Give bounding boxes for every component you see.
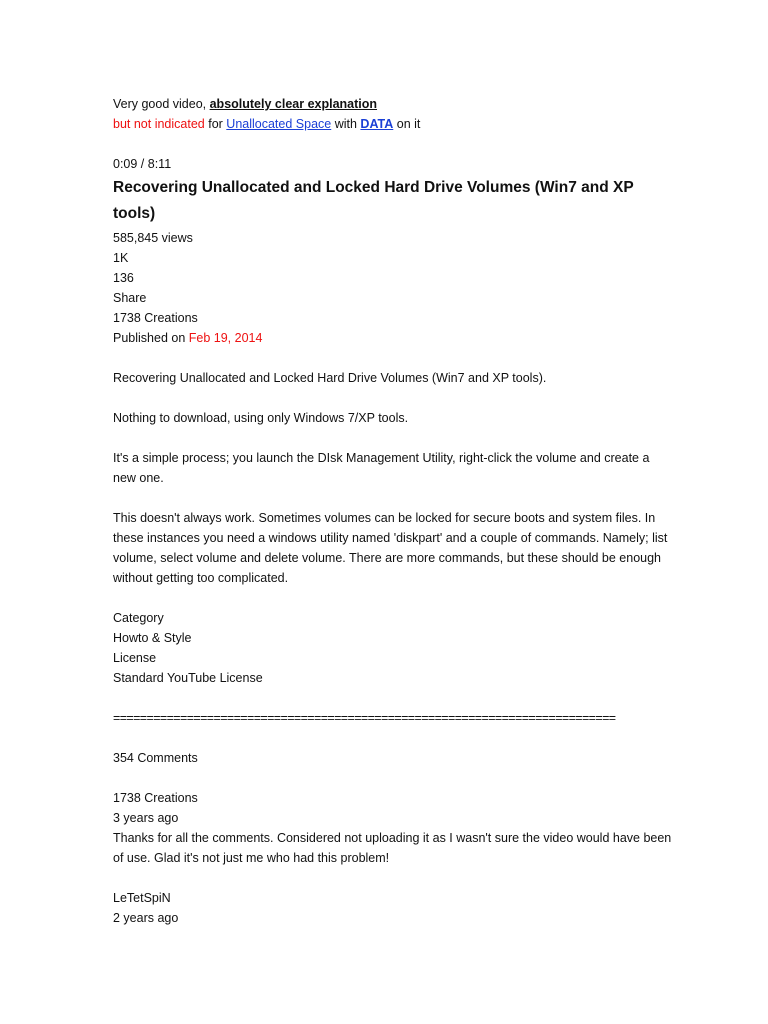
description-paragraph-4: This doesn't always work. Sometimes volumes can be locked for secure boots and system files. In these instances you need a windows utility named 'diskpart' and a couple of commands. Namely; list volume, select volume and delete volume. There are more commands, but these should be enough without getting too complicated. <box>113 511 668 585</box>
comment-text: Thanks for all the comments. Considered not uploading it as I wasn't sure the video would have been of use. Glad it's not just me who had this problem! <box>113 831 672 865</box>
published-line <box>113 328 673 348</box>
intro-for: for <box>204 117 227 131</box>
video-title: Recovering Unallocated and Locked Hard Drive Volumes (Win7 and XP tools) <box>113 179 634 222</box>
dislike-count: 136 <box>113 271 134 285</box>
published-date: Feb 19, 2014 <box>188 331 263 345</box>
comment-count: 354 Comments <box>113 751 198 765</box>
unallocated-space-link[interactable]: Unallocated Space <box>226 117 332 131</box>
license-value: Standard YouTube License <box>113 671 263 685</box>
description-paragraph-3: It's a simple process; you launch the DIsk Management Utility, right-click the volume and create a new one. <box>113 451 650 485</box>
comment-item <box>113 788 673 868</box>
intro-red-text: but not indicated <box>113 117 205 131</box>
comment-author: LeTetSpiN <box>113 891 171 905</box>
comment-author: 1738 Creations <box>113 791 198 805</box>
intro-emphasis: absolutely clear explanation <box>209 97 378 111</box>
published-label: Published on <box>113 331 189 345</box>
video-time: 0:09 / 8:11 <box>113 157 172 171</box>
document-page <box>113 94 673 928</box>
description-paragraph-2: Nothing to download, using only Windows 7/XP tools. <box>113 411 409 425</box>
view-count: 585,845 views <box>113 231 193 245</box>
intro-line-1 <box>113 94 673 114</box>
data-link[interactable]: DATA <box>360 117 394 131</box>
license-label: License <box>113 651 157 665</box>
channel-name: 1738 Creations <box>113 311 198 325</box>
category-label: Category <box>113 611 164 625</box>
share-label: Share <box>113 291 147 305</box>
comment-time: 2 years ago <box>113 911 179 925</box>
comment-time: 3 years ago <box>113 811 179 825</box>
category-value: Howto & Style <box>113 631 192 645</box>
like-count: 1K <box>113 251 129 265</box>
separator-line: =========================================================================== <box>113 711 616 725</box>
description-paragraph-1: Recovering Unallocated and Locked Hard Drive Volumes (Win7 and XP tools). <box>113 371 547 385</box>
intro-with: with <box>331 117 361 131</box>
intro-line-2 <box>113 114 673 134</box>
comment-item <box>113 888 673 928</box>
intro-suffix: on it <box>393 117 421 131</box>
intro-prefix: Very good video, <box>113 97 210 111</box>
